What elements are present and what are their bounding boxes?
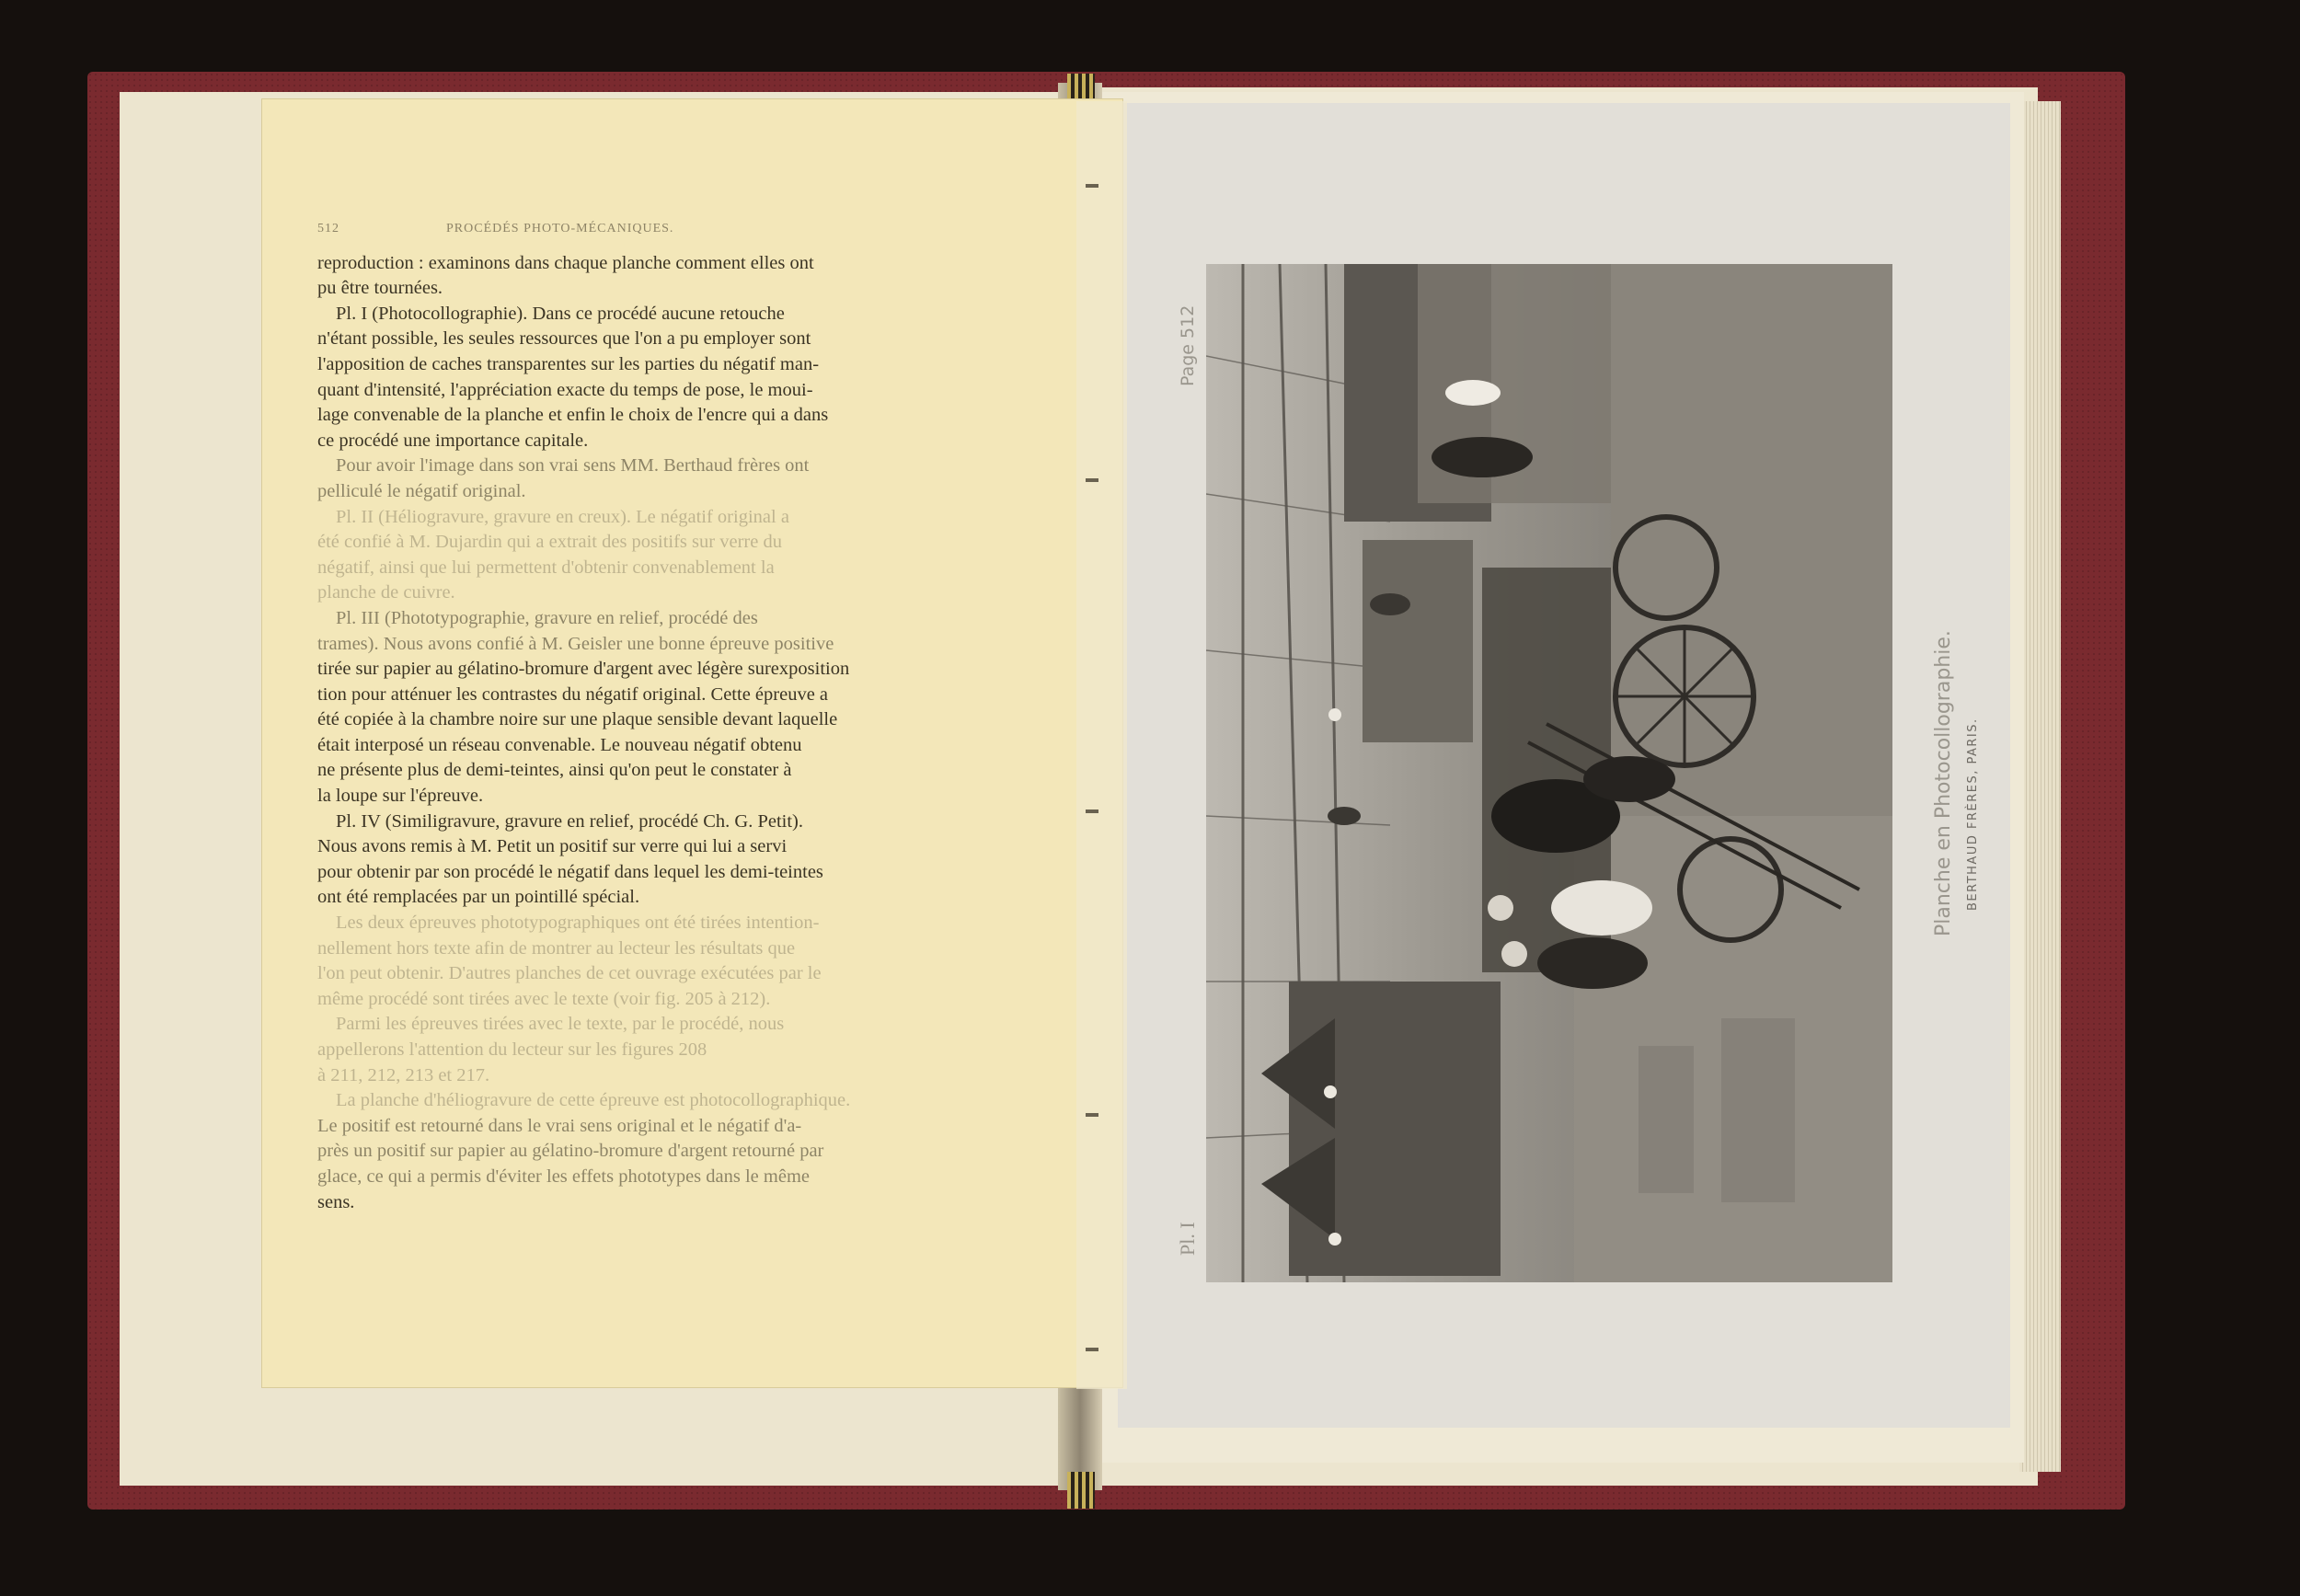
text-line: Pour avoir l'image dans son vrai sens MM. Berthaud frères ont (336, 455, 810, 477)
text-line: ont été remplacées par un pointillé spécial. (317, 887, 640, 908)
text-line: appellerons l'attention du lecteur sur les figures 208 (317, 1039, 707, 1060)
tissue-guard-fold (1076, 101, 1127, 1389)
text-page (317, 216, 943, 1215)
text-line: Pl. II (Héliogravure, gravure en creux). Le négatif original a (336, 506, 789, 527)
text-line: Parmi les épreuves tirées avec le texte, par le procédé, nous (336, 1014, 785, 1035)
text-line: même procédé sont tirées avec le texte (voir fig. 205 à 212). (317, 988, 771, 1009)
binding-stitch (1086, 1113, 1098, 1117)
binding-stitch (1086, 1348, 1098, 1351)
text-line: ce procédé une importance capitale. (317, 430, 589, 451)
text-line: Pl. I (Photocollographie). Dans ce procédé aucune retouche (336, 303, 785, 324)
text-line: tion pour atténuer les contrastes du négatif original. Cette épreuve a (317, 683, 829, 705)
binding-stitch (1086, 478, 1098, 482)
running-title: PROCÉDÉS PHOTO-MÉCANIQUES. (446, 222, 674, 235)
text-line: été copiée à la chambre noire sur une plaque sensible devant laquelle (317, 709, 838, 730)
text-line: sens. (317, 1191, 355, 1212)
text-line: tirée sur papier au gélatino-bromure d'argent avec légère surexposition (317, 659, 850, 680)
headband-top (1067, 74, 1095, 101)
text-line: pour obtenir par son procédé le négatif dans lequel les demi-teintes (317, 861, 823, 882)
page-edges (2019, 101, 2061, 1472)
text-line: reproduction : examinons dans chaque planche comment elles ont (317, 252, 814, 273)
plate-caption: Planche en Photocollographie. (1932, 630, 1955, 936)
text-line: quant d'intensité, l'appréciation exacte du temps de pose, le moui- (317, 379, 813, 400)
text-line: Pl. IV (Similigravure, gravure en relief, procédé Ch. G. Petit). (336, 810, 803, 832)
text-line: ne présente plus de demi-teintes, ainsi qu'on peut le constater à (317, 760, 792, 781)
text-line: été confié à M. Dujardin qui a extrait des positifs sur verre du (317, 532, 782, 553)
text-line: Les deux épreuves phototypographiques ont été tirées intention- (336, 913, 820, 934)
headband-bottom (1067, 1472, 1095, 1509)
text-line: la loupe sur l'épreuve. (317, 786, 484, 807)
binding-stitch (1086, 809, 1098, 813)
text-line: Pl. III (Phototypographie, gravure en relief, procédé des (336, 607, 758, 628)
text-line: La planche d'héliogravure de cette épreuve est photocollographique. (336, 1090, 851, 1111)
text-line: pelliculé le négatif original. (317, 480, 526, 501)
plate-credit: BERTHAUD FRÈRES, PARIS. (1966, 718, 1980, 911)
text-line: l'apposition de caches transparentes sur les parties du négatif man- (317, 353, 820, 374)
text-line: trames). Nous avons confié à M. Geisler une bonne épreuve positive (317, 633, 834, 654)
page-number: 512 (317, 222, 339, 235)
text-line: glace, ce qui a permis d'éviter les effets phototypes dans le même (317, 1165, 810, 1187)
text-line: négatif, ainsi que lui permettent d'obtenir convenablement la (317, 557, 775, 578)
text-line: à 211, 212, 213 et 217. (317, 1064, 490, 1085)
plate-image (1206, 264, 1892, 1282)
text-line: Le positif est retourné dans le vrai sens original et le négatif d'a- (317, 1115, 802, 1136)
body-text (317, 251, 943, 1216)
text-line: était interposé un réseau convenable. Le nouveau négatif obtenu (317, 734, 802, 755)
text-line: nellement hors texte afin de montrer au lecteur les résultats que (317, 937, 796, 959)
text-line: pu être tournées. (317, 278, 443, 299)
text-line: Nous avons remis à M. Petit un positif sur verre qui lui a servi (317, 836, 788, 857)
binding-stitch (1086, 184, 1098, 188)
text-line: l'on peut obtenir. D'autres planches de cet ouvrage exécutées par le (317, 963, 822, 984)
text-line: n'étant possible, les seules ressources que l'on a pu employer sont (317, 328, 811, 350)
text-line: planche de cuivre. (317, 582, 455, 603)
photocollograph-plate (1206, 264, 1892, 1282)
running-head (317, 216, 943, 242)
text-line: lage convenable de la planche et enfin le choix de l'encre qui a dans (317, 405, 829, 426)
plate-label: Pl. I (1176, 1222, 1199, 1256)
text-line: près un positif sur papier au gélatino-bromure d'argent retourné par (317, 1141, 824, 1162)
page-reference: Page 512 (1178, 304, 1198, 386)
